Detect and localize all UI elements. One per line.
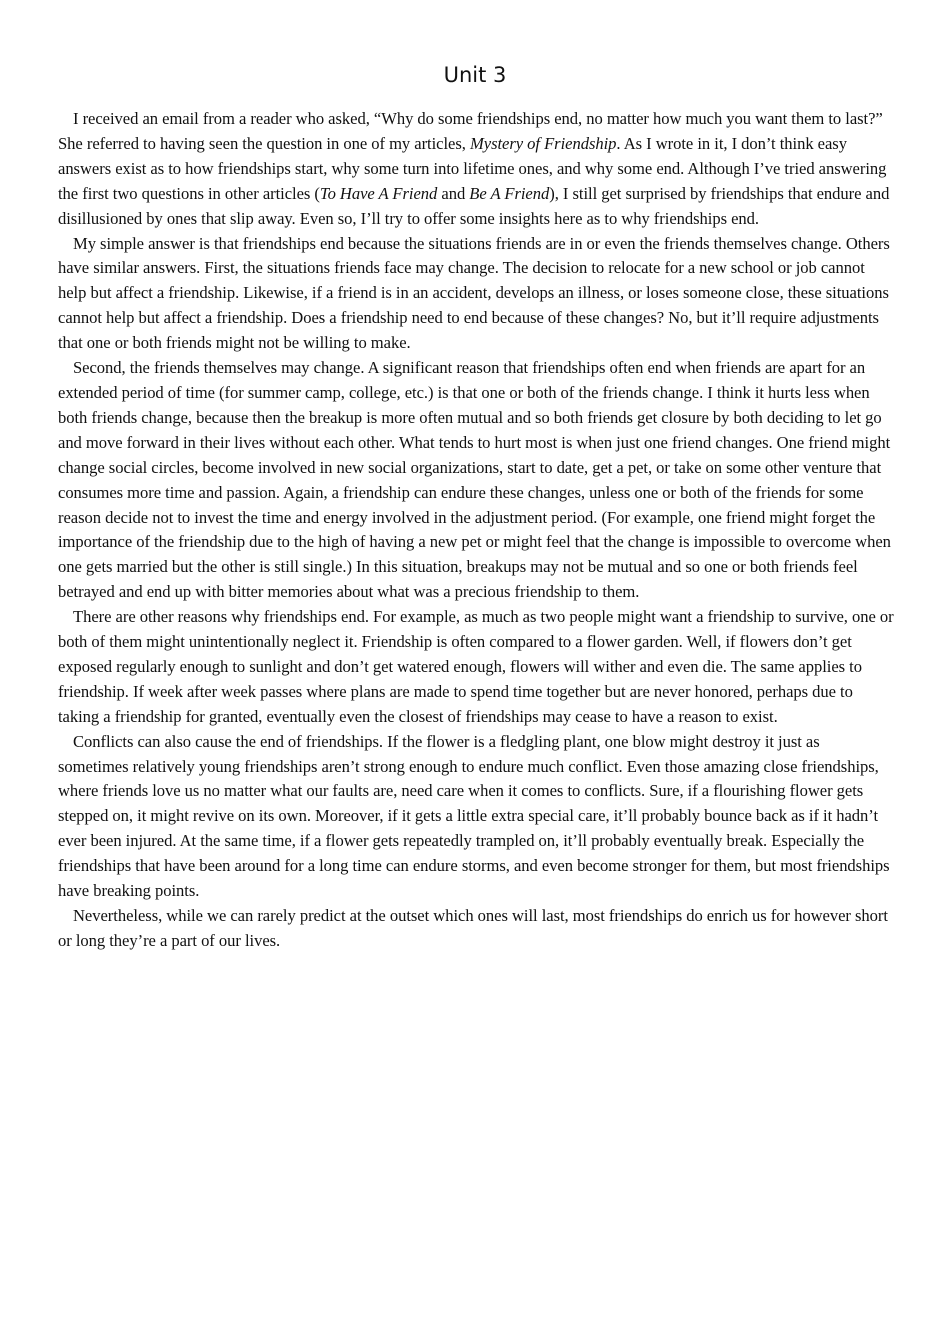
paragraph-4 xyxy=(58,605,894,730)
paragraph-3 xyxy=(58,356,894,605)
text-segment: . As I wrote in it, I don’t think easy answers exist as to how friendships start, why some turn into lifetime ones, and why some end. Although I’ve tried answering the first two questions in other articles ( xyxy=(58,133,887,203)
article-title-be-a-friend: Be A Friend xyxy=(469,183,550,203)
text-segment: ), I still get surprised by friendships that endure and disillusioned by ones that slip away. Even so, I’ll try to offer some insights here as to why friendships end. xyxy=(58,183,890,228)
text-segment: Conflicts can also cause the end of friendships. If the flower is a fledgling plant, one blow might destroy it just as sometimes relatively young friendships aren’t strong enough to endure much conflict. Even those amazing close friendships, where friends love us no matter what our faults are, need care when it comes to conflicts. Sure, if a flourishing flower gets stepped on, it might revive on its own. Moreover, if it gets a little extra special care, it’ll probably bounce back as if it hadn’t ever been injured. At the same time, if a flower gets repeatedly trampled on, it’ll probably eventually break. Especially the friendships that have been around for a long time can endure storms, and even become stronger for them, but most friendships have breaking points. xyxy=(58,731,890,901)
text-segment: and xyxy=(437,183,470,203)
text-segment: I received an email from a reader who asked, “Why do some friendships end, no matter how much you want them to last?” She referred to having seen the question in one of my articles, xyxy=(58,109,883,153)
paragraph-6 xyxy=(58,904,894,954)
paragraph-5 xyxy=(58,730,894,904)
text-segment: There are other reasons why friendships end. For example, as much as two people might want a friendship to survive, one or both of them might unintentionally neglect it. Friendship is often compared to a flower garden. Well, if flowers don’t get exposed regularly enough to sunlight and don’t get watered enough, flowers will wither and even die. The same applies to friendship. If week after week passes where plans are made to spend time together but are never honored, perhaps due to taking a friendship for granted, eventually even the closest of friendships may cease to have a reason to exist. xyxy=(58,607,894,726)
article-title-to-have-a-friend: To Have A Friend xyxy=(319,183,438,203)
page-title: Unit 3 xyxy=(443,63,507,87)
text-segment: Nevertheless, while we can rarely predict at the outset which ones will last, most friendships do enrich us for however short or long they’re a part of our lives. xyxy=(58,906,888,950)
article-title-mystery-of-friendship: Mystery of Friendship xyxy=(469,133,617,153)
text-segment: Second, the friends themselves may change. A significant reason that friendships often end when friends are apart for an extended period of time (for summer camp, college, etc.) is that one or both of the friends change. I think it hurts less when both friends change, because then the breakup is more often mutual and so both friends get closure by both deciding to let go and move forward in their lives without each other. What tends to hurt most is when just one friend changes. One friend might change social circles, become involved in new social organizations, start to date, get a pet, or take on some other venture that consumes more time and passion. Again, a friendship can endure these changes, unless one or both of the friends for some reason decide not to invest the time and energy involved in the adjustment period. (For example, one friend might forget the importance of the friendship due to the high of having a new pet or might feel that the change is impossible to overcome when one gets married but the other is still single.) In this situation, breakups may not be mutual and so one or both friends feel betrayed and end up with bitter memories about what was a precious friendship to them. xyxy=(58,358,891,602)
paragraph-2 xyxy=(58,232,894,357)
text-segment: My simple answer is that friendships end because the situations friends are in or even the friends themselves change. Others have similar answers. First, the situations friends face may change. The decision to relocate for a new school or job cannot help but affect a friendship. Likewise, if a friend is in an accident, develops an illness, or loses someone close, these situations cannot help but affect a friendship. Does a friendship need to end because of these changes? No, but it’ll require adjustments that one or both friends might not be willing to make. xyxy=(58,233,890,353)
paragraph-1 xyxy=(58,107,894,232)
article-body xyxy=(58,107,894,954)
